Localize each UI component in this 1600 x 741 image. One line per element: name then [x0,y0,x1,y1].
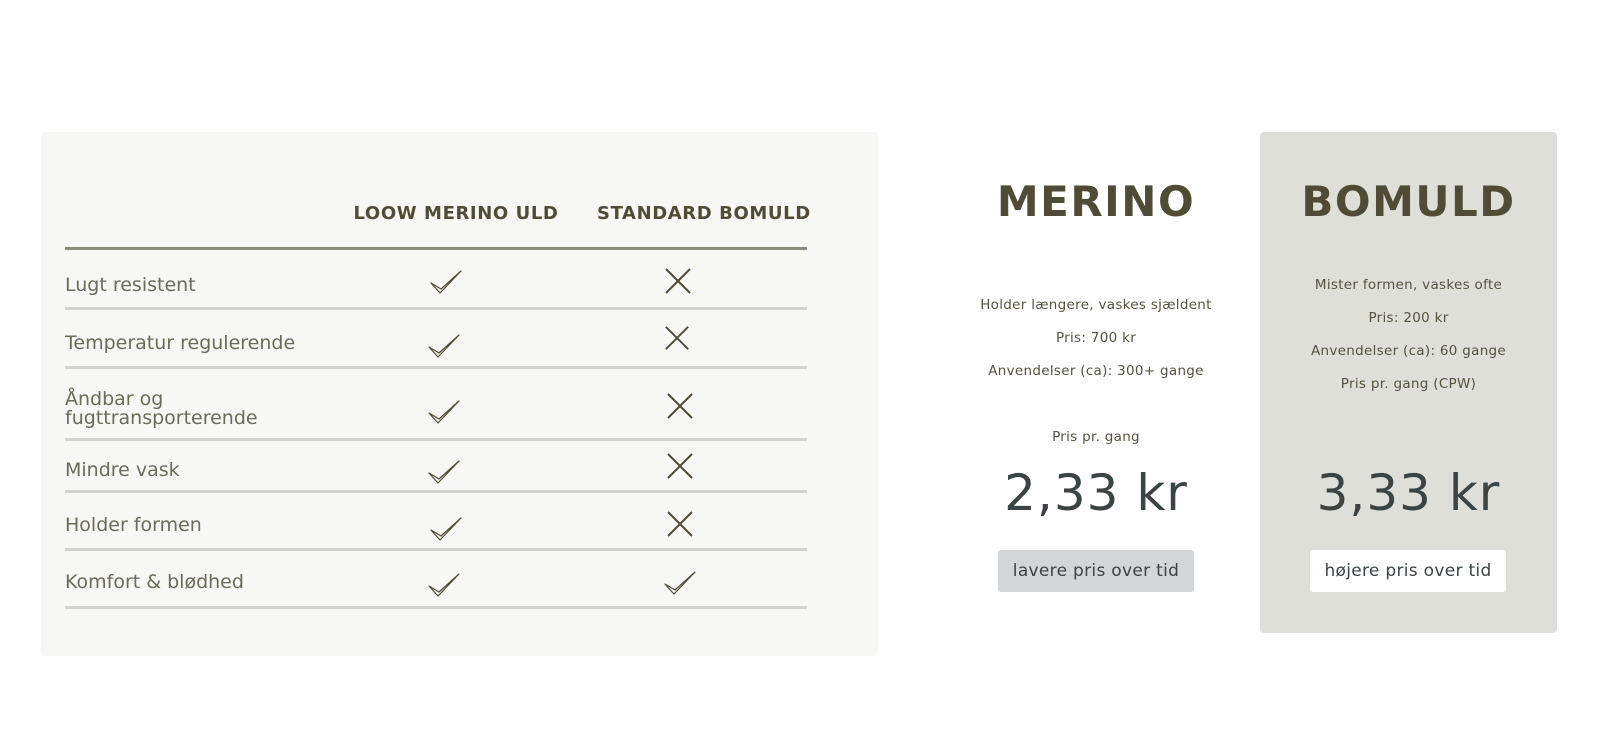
row-label: Lugt resistent [65,274,196,296]
header-divider [65,247,807,250]
bomuld-uses: Anvendelser (ca): 60 gange [1310,343,1507,359]
cross-icon [663,266,693,296]
cross-icon [665,391,695,421]
bomuld-price-card [1260,132,1557,633]
comparison-table [41,132,878,656]
row-label: Temperatur regulerende [65,332,296,354]
check-icon [427,398,461,426]
row-label: Holder formen [65,514,202,536]
check-icon [429,515,463,543]
bomuld-price-info: Pris: 200 kr [1368,310,1449,326]
cross-icon [665,509,695,539]
cross-icon [663,324,691,352]
column-header-bomuld: STANDARD BOMULD [597,203,811,224]
bomuld-title: BOMULD [1301,177,1516,226]
check-icon [429,268,463,296]
merino-description: Holder længere, vaskes sjældent [980,297,1212,313]
row-label: Mindre vask [65,459,180,481]
merino-cost-per-use: 2,33 kr [1004,464,1188,522]
row-divider [65,366,807,369]
cross-icon [665,451,695,481]
check-icon [427,332,461,360]
bomuld-higher-price-button[interactable]: højere pris over tid [1310,550,1506,592]
row-divider [65,307,807,310]
merino-price-info: Pris: 700 kr [1055,330,1137,346]
merino-title: MERINO [996,177,1196,226]
check-icon [663,569,697,597]
check-icon [427,458,461,486]
merino-price-card [960,132,1232,632]
row-divider [65,490,807,493]
row-divider [65,606,807,609]
column-header-merino: LOOW MERINO ULD [353,203,559,224]
row-divider [65,438,807,441]
merino-cost-per-use-label: Pris pr. gang [1052,429,1140,445]
bomuld-cost-per-use: 3,33 kr [1316,464,1501,522]
row-divider [65,548,807,551]
check-icon [427,571,461,599]
row-label: Åndbar og fugttransporterende [65,388,258,429]
merino-uses: Anvendelser (ca): 300+ gange [988,363,1204,379]
bomuld-cost-per-use-label: Pris pr. gang (CPW) [1340,376,1477,392]
row-label: Komfort & blødhed [65,571,244,593]
bomuld-description: Mister formen, vaskes ofte [1314,277,1503,293]
merino-lower-price-button[interactable]: lavere pris over tid [998,550,1194,592]
